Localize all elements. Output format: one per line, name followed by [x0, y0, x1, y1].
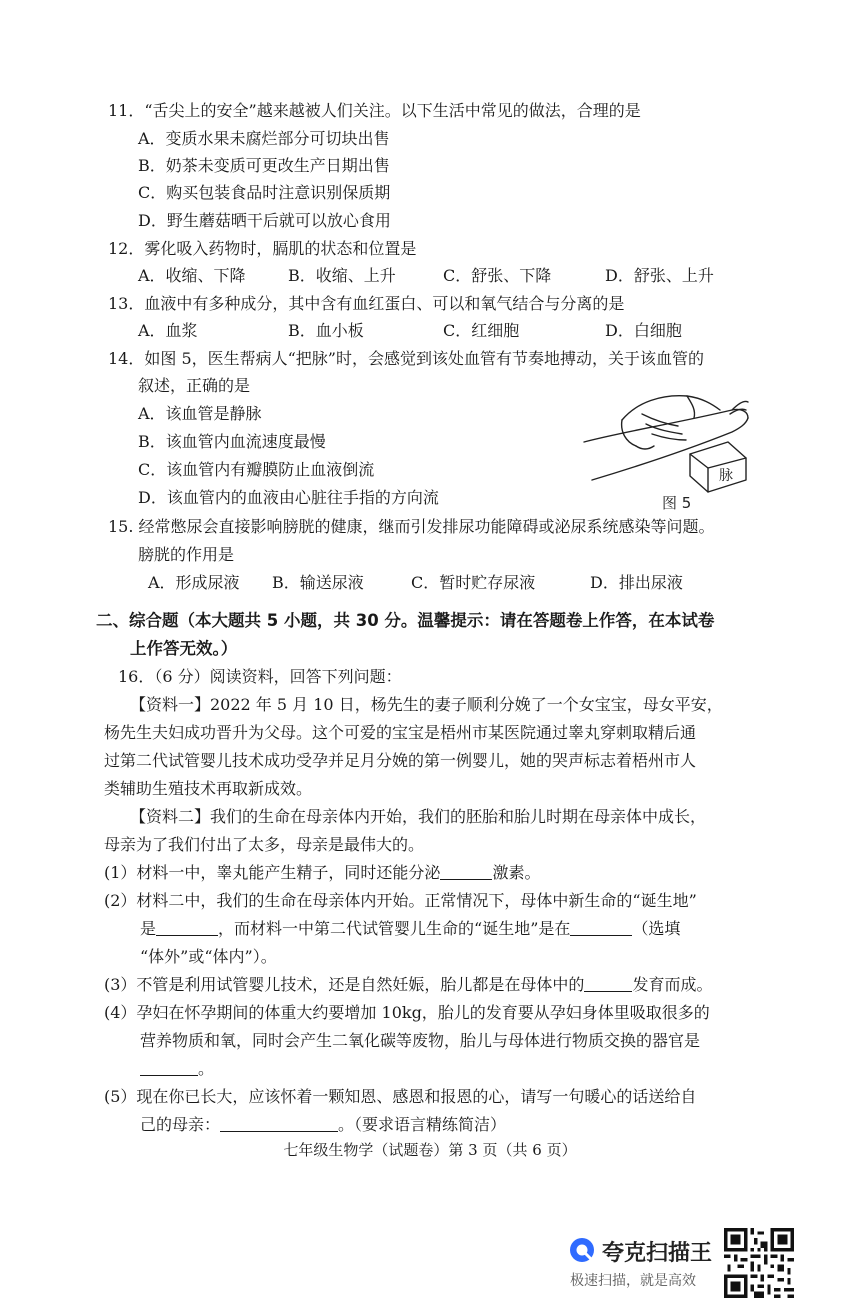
q15-option-d: D．排出尿液	[590, 573, 683, 592]
pulse-block-label: 脉	[719, 468, 733, 484]
q13-option-c: C．红细胞	[443, 321, 520, 340]
q16-sub5-line2: 己的母亲： 。（要求语言精练简洁）	[140, 1115, 507, 1134]
quark-logo-icon	[568, 1236, 596, 1264]
q14-stem-line1: 14．如图 5，医生帮病人“把脉”时，会感觉到该处血管有节奏地搏动，关于该血管的	[108, 349, 704, 368]
q11-option-b: B．奶茶未变质可更改生产日期出售	[138, 156, 390, 175]
qr-code-icon	[724, 1228, 794, 1298]
answer-blank[interactable]	[570, 919, 632, 936]
figure-caption: 图 5	[662, 494, 692, 510]
q16-material1-line4: 类辅助生殖技术再取新成效。	[104, 779, 313, 798]
q11-option-a: A．变质水果未腐烂部分可切块出售	[138, 129, 390, 148]
q16-sub4-line2: 营养物质和氧，同时会产生二氧化碳等废物，胎儿与母体进行物质交换的器官是	[140, 1031, 701, 1050]
q14-option-a: A．该血管是静脉	[138, 404, 262, 423]
q16-material2-line2: 母亲为了我们付出了太多，母亲是最伟大的。	[104, 835, 425, 854]
q16-material2-line1: 【资料二】我们的生命在母亲体内开始，我们的胚胎和胎儿时期在母亲体中成长，	[130, 807, 707, 826]
q16-sub2-line3: “体外”或“体内”）。	[140, 947, 277, 966]
q16-material1-line1: 【资料一】2022 年 5 月 10 日，杨先生的妻子顺利分娩了一个女宝宝，母女平安，	[130, 695, 723, 714]
q16-sub2-line1: (2）材料二中，我们的生命在母亲体内开始。正常情况下，母体中新生命的“诞生地”	[104, 891, 697, 910]
q16-sub2-line2: 是 ，而材料一中第二代试管婴儿生命的“诞生地”是在 （选填	[140, 919, 681, 938]
answer-blank[interactable]	[584, 975, 632, 992]
q16-sub3: (3）不管是利用试管婴儿技术，还是自然妊娠，胎儿都是在母体中的 发育而成。	[104, 975, 713, 994]
q16-material1-line3: 过第二代试管婴儿技术成功受孕并足月分娩的第一例婴儿，她的哭声标志着梧州市人	[104, 751, 697, 770]
q13-option-d: D．白细胞	[605, 321, 682, 340]
q15-option-b: B．输送尿液	[272, 573, 364, 592]
answer-blank[interactable]	[220, 1115, 338, 1132]
q13-option-a: A．血浆	[138, 321, 198, 340]
q14-option-b: B．该血管内血流速度最慢	[138, 432, 326, 451]
q16-sub1: (1）材料一中，睾丸能产生精子，同时还能分泌 激素。	[104, 863, 541, 882]
q12-stem: 12．雾化吸入药物时，膈肌的状态和位置是	[108, 239, 417, 258]
pulse-figure	[582, 380, 752, 510]
page-footer: 七年级生物学（试题卷）第 3 页（共 6 页）	[283, 1141, 577, 1159]
q14-option-c: C．该血管内有瓣膜防止血液倒流	[138, 460, 375, 479]
answer-blank[interactable]	[140, 1059, 198, 1076]
q12-option-b: B．收缩、上升	[288, 266, 396, 285]
q11-stem: 11．“舌尖上的安全”越来越被人们关注。以下生活中常见的做法，合理的是	[108, 101, 641, 120]
section2-heading-line2: 上作答无效。）	[130, 639, 238, 658]
q16-sub4-line1: (4）孕妇在怀孕期间的体重大约要增加 10kg，胎儿的发育要从孕妇身体里吸取很多的	[104, 1003, 710, 1022]
scanner-brand-name: 夸克扫描王	[602, 1241, 713, 1266]
q15-stem-line2: 膀胱的作用是	[138, 545, 235, 564]
answer-blank[interactable]	[156, 919, 218, 936]
q12-option-c: C．舒张、下降	[443, 266, 552, 285]
q12-option-a: A．收缩、下降	[138, 266, 246, 285]
section2-heading-line1: 二、综合题（本大题共 5 小题，共 30 分。温馨提示：请在答题卷上作答，在本试卷	[96, 611, 715, 630]
q13-stem: 13．血液中有多种成分，其中含有血红蛋白、可以和氧气结合与分离的是	[108, 294, 625, 313]
q16-stem: 16．（6 分）阅读资料，回答下列问题：	[118, 667, 402, 686]
scanner-watermark	[568, 1232, 718, 1292]
q15-option-a: A．形成尿液	[148, 573, 240, 592]
q16-sub4-line3: 。	[140, 1058, 214, 1080]
q12-option-d: D．舒张、上升	[605, 266, 714, 285]
q16-material1-line2: 杨先生夫妇成功晋升为父母。这个可爱的宝宝是梧州市某医院通过睾丸穿刺取精后通	[104, 723, 697, 742]
answer-blank[interactable]	[440, 863, 492, 880]
q11-option-c: C．购买包装食品时注意识别保质期	[138, 183, 391, 202]
q11-option-d: D．野生蘑菇晒干后就可以放心食用	[138, 211, 391, 230]
q14-stem-line2: 叙述，正确的是	[138, 376, 251, 395]
q15-stem-line1: 15. 经常憋尿会直接影响膀胱的健康，继而引发排尿功能障碍或泌尿系统感染等问题。	[108, 517, 715, 536]
scanner-slogan: 极速扫描，就是高效	[570, 1273, 696, 1289]
q14-option-d: D．该血管内的血液由心脏往手指的方向流	[138, 488, 439, 507]
q13-option-b: B．血小板	[288, 321, 364, 340]
q15-option-c: C．暂时贮存尿液	[411, 573, 536, 592]
q16-sub5-line1: (5）现在你已长大，应该怀着一颗知恩、感恩和报恩的心，请写一句暖心的话送给自	[104, 1087, 697, 1106]
